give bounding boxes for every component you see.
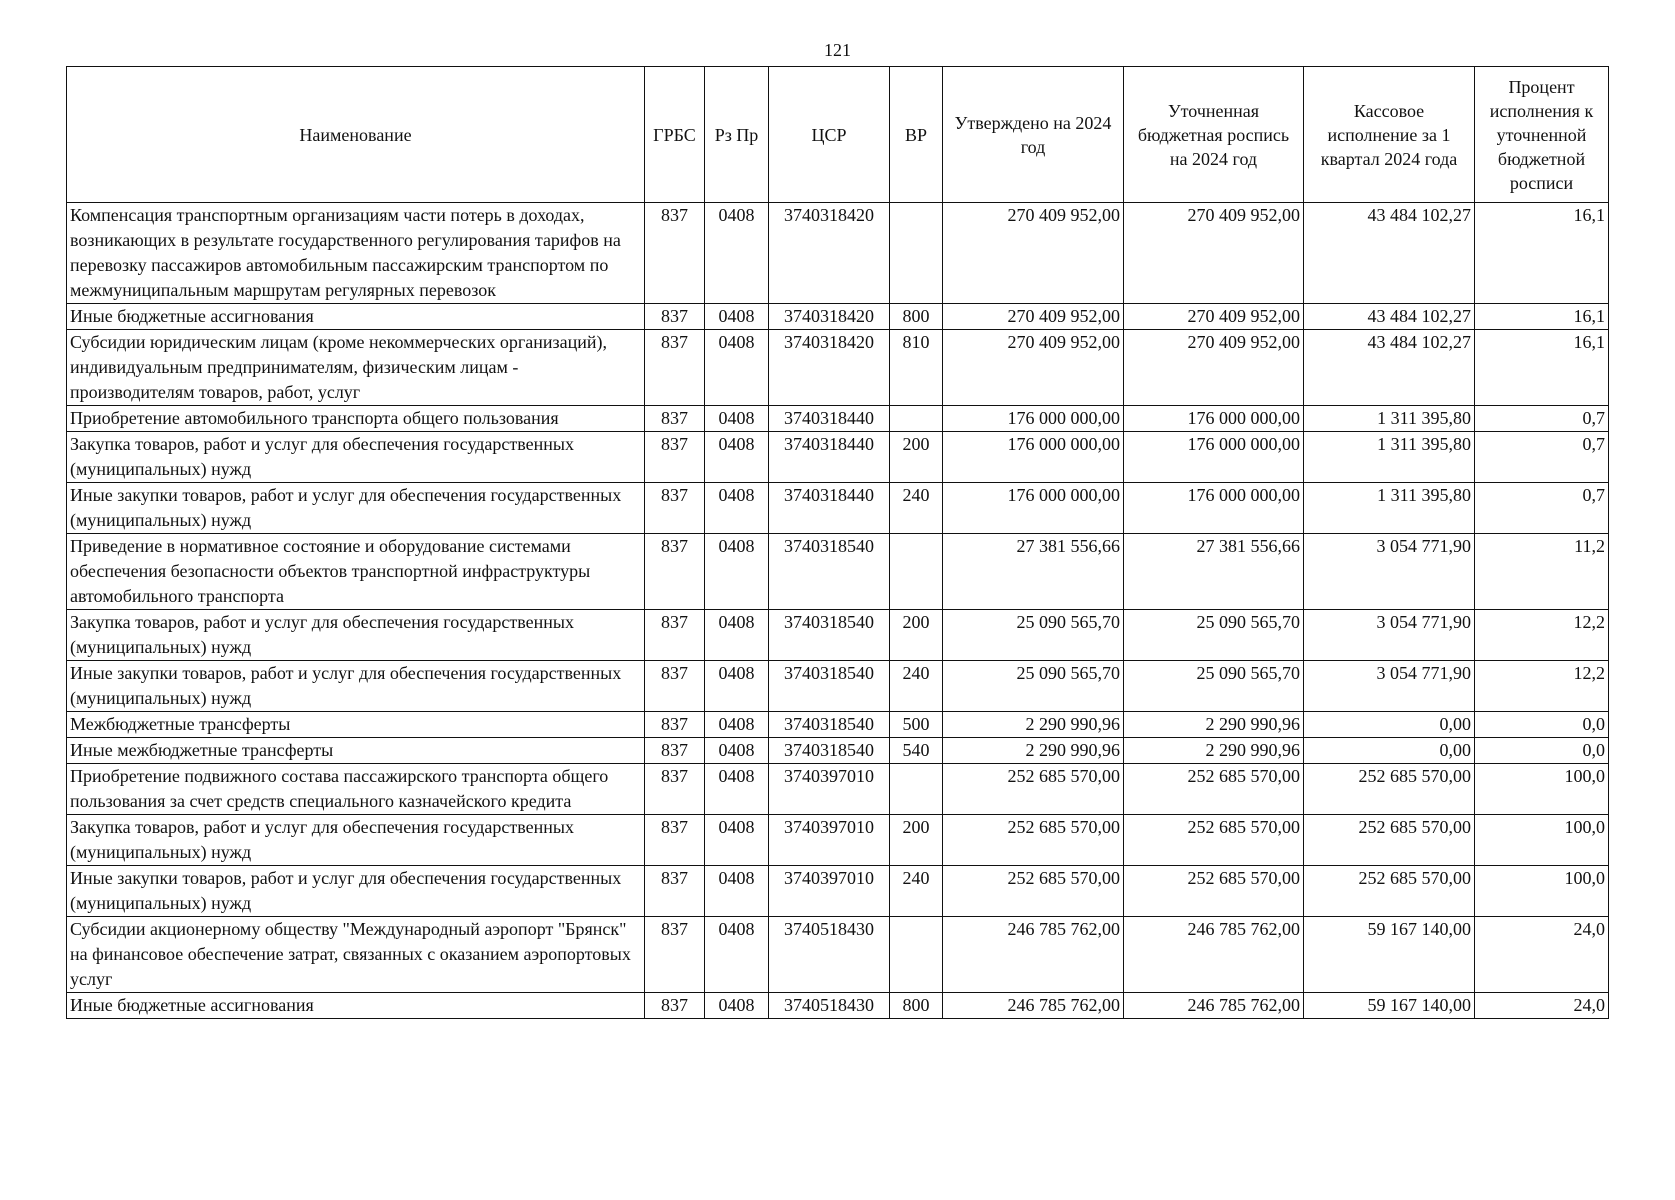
cell-refined: 25 090 565,70	[1124, 610, 1304, 661]
cell-approved: 270 409 952,00	[943, 203, 1124, 304]
table-row	[67, 406, 1609, 432]
cell-percent: 16,1	[1475, 304, 1609, 330]
table-row	[67, 764, 1609, 815]
cell-approved: 27 381 556,66	[943, 534, 1124, 610]
cell-vr: 200	[890, 610, 943, 661]
cell-percent: 100,0	[1475, 764, 1609, 815]
table-row	[67, 712, 1609, 738]
cell-grbs: 837	[645, 917, 705, 993]
cell-name: Закупка товаров, работ и услуг для обеспечения государственных (муниципальных) нужд	[67, 610, 645, 661]
cell-cash: 43 484 102,27	[1304, 330, 1475, 406]
cell-approved: 25 090 565,70	[943, 610, 1124, 661]
header-percent: Процент исполнения к уточненной бюджетной росписи	[1475, 67, 1609, 203]
cell-csr: 3740318540	[769, 712, 890, 738]
cell-approved: 246 785 762,00	[943, 917, 1124, 993]
cell-vr: 810	[890, 330, 943, 406]
header-cash: Кассовое исполнение за 1 квартал 2024 года	[1304, 67, 1475, 203]
cell-csr: 3740318540	[769, 610, 890, 661]
cell-cash: 252 685 570,00	[1304, 764, 1475, 815]
cell-percent: 16,1	[1475, 203, 1609, 304]
cell-grbs: 837	[645, 610, 705, 661]
header-grbs: ГРБС	[645, 67, 705, 203]
cell-refined: 246 785 762,00	[1124, 917, 1304, 993]
cell-percent: 24,0	[1475, 917, 1609, 993]
cell-percent: 11,2	[1475, 534, 1609, 610]
cell-refined: 252 685 570,00	[1124, 815, 1304, 866]
cell-rzpr: 0408	[705, 610, 769, 661]
cell-refined: 176 000 000,00	[1124, 406, 1304, 432]
cell-grbs: 837	[645, 738, 705, 764]
cell-rzpr: 0408	[705, 815, 769, 866]
cell-grbs: 837	[645, 483, 705, 534]
cell-cash: 59 167 140,00	[1304, 917, 1475, 993]
header-csr: ЦСР	[769, 67, 890, 203]
cell-vr: 800	[890, 993, 943, 1019]
cell-name: Приобретение подвижного состава пассажирского транспорта общего пользования за счет средств специального казначейского кредита	[67, 764, 645, 815]
cell-percent: 24,0	[1475, 993, 1609, 1019]
cell-cash: 0,00	[1304, 712, 1475, 738]
cell-vr: 800	[890, 304, 943, 330]
cell-grbs: 837	[645, 432, 705, 483]
cell-approved: 25 090 565,70	[943, 661, 1124, 712]
cell-approved: 252 685 570,00	[943, 764, 1124, 815]
table-row	[67, 917, 1609, 993]
table-row	[67, 534, 1609, 610]
cell-name: Иные закупки товаров, работ и услуг для обеспечения государственных (муниципальных) нужд	[67, 661, 645, 712]
cell-cash: 1 311 395,80	[1304, 432, 1475, 483]
cell-rzpr: 0408	[705, 993, 769, 1019]
cell-name: Приобретение автомобильного транспорта общего пользования	[67, 406, 645, 432]
cell-refined: 270 409 952,00	[1124, 203, 1304, 304]
cell-percent: 0,0	[1475, 738, 1609, 764]
table-row	[67, 483, 1609, 534]
cell-grbs: 837	[645, 866, 705, 917]
cell-grbs: 837	[645, 203, 705, 304]
cell-vr: 240	[890, 866, 943, 917]
cell-rzpr: 0408	[705, 432, 769, 483]
cell-vr	[890, 203, 943, 304]
cell-rzpr: 0408	[705, 764, 769, 815]
cell-cash: 3 054 771,90	[1304, 534, 1475, 610]
cell-rzpr: 0408	[705, 203, 769, 304]
cell-percent: 12,2	[1475, 661, 1609, 712]
cell-approved: 252 685 570,00	[943, 815, 1124, 866]
cell-rzpr: 0408	[705, 534, 769, 610]
cell-cash: 43 484 102,27	[1304, 304, 1475, 330]
cell-grbs: 837	[645, 330, 705, 406]
table-row	[67, 330, 1609, 406]
cell-rzpr: 0408	[705, 866, 769, 917]
header-vr: ВР	[890, 67, 943, 203]
cell-approved: 252 685 570,00	[943, 866, 1124, 917]
table-body	[67, 203, 1609, 1019]
cell-vr	[890, 917, 943, 993]
page-number: 121	[824, 40, 851, 60]
cell-vr: 200	[890, 432, 943, 483]
cell-cash: 3 054 771,90	[1304, 610, 1475, 661]
table-header-row	[67, 67, 1609, 203]
table-row	[67, 203, 1609, 304]
cell-refined: 246 785 762,00	[1124, 993, 1304, 1019]
header-refined: Уточненная бюджетная роспись на 2024 год	[1124, 67, 1304, 203]
cell-grbs: 837	[645, 661, 705, 712]
cell-name: Субсидии юридическим лицам (кроме некоммерческих организаций), индивидуальным предпринимателям, физическим лицам - производителям товаров, работ, услуг	[67, 330, 645, 406]
cell-grbs: 837	[645, 712, 705, 738]
cell-percent: 0,7	[1475, 406, 1609, 432]
cell-refined: 2 290 990,96	[1124, 712, 1304, 738]
cell-rzpr: 0408	[705, 483, 769, 534]
cell-vr	[890, 764, 943, 815]
cell-name: Иные бюджетные ассигнования	[67, 993, 645, 1019]
cell-cash: 43 484 102,27	[1304, 203, 1475, 304]
cell-name: Субсидии акционерному обществу "Международный аэропорт "Брянск" на финансовое обеспечение затрат, связанных с оказанием аэропортовых услуг	[67, 917, 645, 993]
cell-rzpr: 0408	[705, 304, 769, 330]
header-name: Наименование	[67, 67, 645, 203]
cell-vr: 200	[890, 815, 943, 866]
cell-vr	[890, 534, 943, 610]
cell-name: Закупка товаров, работ и услуг для обеспечения государственных (муниципальных) нужд	[67, 432, 645, 483]
cell-csr: 3740318420	[769, 330, 890, 406]
cell-refined: 252 685 570,00	[1124, 764, 1304, 815]
cell-csr: 3740318440	[769, 483, 890, 534]
cell-name: Иные бюджетные ассигнования	[67, 304, 645, 330]
cell-approved: 270 409 952,00	[943, 330, 1124, 406]
cell-percent: 100,0	[1475, 866, 1609, 917]
cell-name: Закупка товаров, работ и услуг для обеспечения государственных (муниципальных) нужд	[67, 815, 645, 866]
cell-vr: 240	[890, 483, 943, 534]
cell-approved: 176 000 000,00	[943, 432, 1124, 483]
cell-refined: 270 409 952,00	[1124, 330, 1304, 406]
cell-refined: 2 290 990,96	[1124, 738, 1304, 764]
cell-approved: 176 000 000,00	[943, 483, 1124, 534]
header-rzpr: Рз Пр	[705, 67, 769, 203]
cell-approved: 2 290 990,96	[943, 712, 1124, 738]
cell-csr: 3740397010	[769, 866, 890, 917]
cell-csr: 3740397010	[769, 815, 890, 866]
cell-rzpr: 0408	[705, 661, 769, 712]
cell-cash: 3 054 771,90	[1304, 661, 1475, 712]
cell-approved: 2 290 990,96	[943, 738, 1124, 764]
cell-csr: 3740318420	[769, 203, 890, 304]
cell-percent: 0,0	[1475, 712, 1609, 738]
cell-grbs: 837	[645, 406, 705, 432]
cell-rzpr: 0408	[705, 917, 769, 993]
cell-rzpr: 0408	[705, 406, 769, 432]
table-row	[67, 815, 1609, 866]
cell-vr	[890, 406, 943, 432]
cell-csr: 3740318540	[769, 661, 890, 712]
table-row	[67, 304, 1609, 330]
cell-name: Иные закупки товаров, работ и услуг для обеспечения государственных (муниципальных) нужд	[67, 866, 645, 917]
cell-refined: 252 685 570,00	[1124, 866, 1304, 917]
cell-csr: 3740318540	[769, 534, 890, 610]
cell-cash: 59 167 140,00	[1304, 993, 1475, 1019]
cell-grbs: 837	[645, 993, 705, 1019]
cell-csr: 3740518430	[769, 993, 890, 1019]
budget-execution-table	[66, 66, 1609, 1019]
cell-cash: 0,00	[1304, 738, 1475, 764]
cell-name: Межбюджетные трансферты	[67, 712, 645, 738]
cell-cash: 252 685 570,00	[1304, 866, 1475, 917]
cell-approved: 270 409 952,00	[943, 304, 1124, 330]
cell-refined: 270 409 952,00	[1124, 304, 1304, 330]
cell-vr: 500	[890, 712, 943, 738]
cell-vr: 240	[890, 661, 943, 712]
cell-csr: 3740318440	[769, 432, 890, 483]
cell-refined: 176 000 000,00	[1124, 432, 1304, 483]
cell-grbs: 837	[645, 534, 705, 610]
cell-refined: 176 000 000,00	[1124, 483, 1304, 534]
cell-rzpr: 0408	[705, 712, 769, 738]
cell-grbs: 837	[645, 304, 705, 330]
cell-grbs: 837	[645, 764, 705, 815]
cell-csr: 3740318420	[769, 304, 890, 330]
cell-approved: 176 000 000,00	[943, 406, 1124, 432]
cell-csr: 3740318540	[769, 738, 890, 764]
cell-vr: 540	[890, 738, 943, 764]
cell-rzpr: 0408	[705, 738, 769, 764]
cell-percent: 16,1	[1475, 330, 1609, 406]
cell-csr: 3740318440	[769, 406, 890, 432]
cell-cash: 1 311 395,80	[1304, 483, 1475, 534]
cell-grbs: 837	[645, 815, 705, 866]
cell-name: Иные межбюджетные трансферты	[67, 738, 645, 764]
cell-cash: 1 311 395,80	[1304, 406, 1475, 432]
table-row	[67, 738, 1609, 764]
cell-csr: 3740518430	[769, 917, 890, 993]
cell-name: Иные закупки товаров, работ и услуг для обеспечения государственных (муниципальных) нужд	[67, 483, 645, 534]
cell-approved: 246 785 762,00	[943, 993, 1124, 1019]
cell-name: Компенсация транспортным организациям части потерь в доходах, возникающих в результате государственного регулирования тарифов на перевозку пассажиров автомобильным пассажирским транспортом по межмуниципальным маршрутам регулярных перевозок	[67, 203, 645, 304]
header-approved: Утверждено на 2024 год	[943, 67, 1124, 203]
cell-percent: 0,7	[1475, 483, 1609, 534]
cell-rzpr: 0408	[705, 330, 769, 406]
table-row	[67, 866, 1609, 917]
cell-refined: 27 381 556,66	[1124, 534, 1304, 610]
cell-name: Приведение в нормативное состояние и оборудование системами обеспечения безопасности объектов транспортной инфраструктуры автомобильного транспорта	[67, 534, 645, 610]
cell-percent: 0,7	[1475, 432, 1609, 483]
table-row	[67, 432, 1609, 483]
cell-cash: 252 685 570,00	[1304, 815, 1475, 866]
cell-csr: 3740397010	[769, 764, 890, 815]
cell-refined: 25 090 565,70	[1124, 661, 1304, 712]
cell-percent: 12,2	[1475, 610, 1609, 661]
table-row	[67, 661, 1609, 712]
table-row	[67, 993, 1609, 1019]
table-row	[67, 610, 1609, 661]
cell-percent: 100,0	[1475, 815, 1609, 866]
